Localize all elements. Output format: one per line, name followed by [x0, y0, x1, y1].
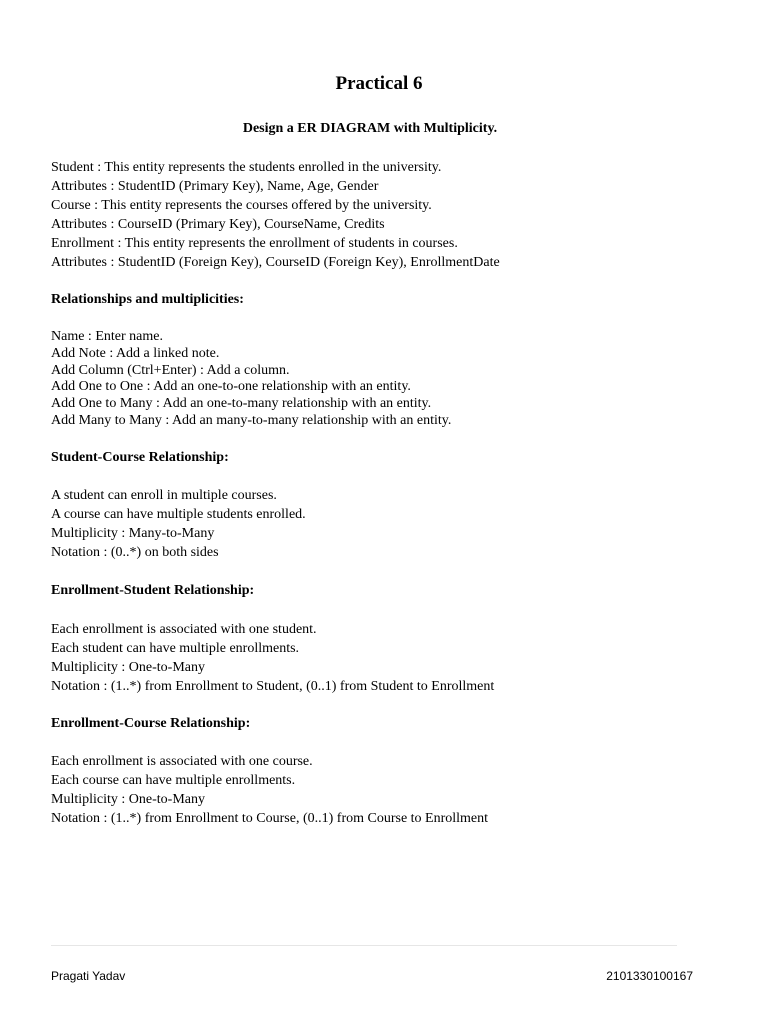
- section-line: A course can have multiple students enrolled.: [51, 507, 306, 522]
- section-heading-student-course: Student-Course Relationship:: [51, 450, 229, 465]
- footer-id-number: 2101330100167: [606, 969, 693, 983]
- section-line: Notation : (0..*) on both sides: [51, 545, 219, 560]
- relationship-line: Add Note : Add a linked note.: [51, 345, 220, 361]
- relationship-line: Add One to One : Add an one-to-one relationship with an entity.: [51, 379, 411, 395]
- relationships-heading: Relationships and multiplicities:: [51, 292, 244, 307]
- entity-line: Attributes : CourseID (Primary Key), CourseName, Credits: [51, 217, 385, 232]
- entity-line: Course : This entity represents the courses offered by the university.: [51, 198, 432, 213]
- entities-block: [51, 158, 731, 272]
- footer-author: Pragati Yadav: [51, 969, 126, 983]
- section-line: Each enrollment is associated with one course.: [51, 754, 313, 769]
- section-body-enrollment-course: [51, 752, 731, 828]
- section-line: A student can enroll in multiple courses.: [51, 488, 277, 503]
- relationship-line: Add One to Many : Add an one-to-many relationship with an entity.: [51, 396, 432, 412]
- relationship-line: Add Column (Ctrl+Enter) : Add a column.: [51, 362, 290, 378]
- section-body-enrollment-student: [51, 620, 731, 696]
- relationship-line: Name : Enter name.: [51, 329, 163, 344]
- relationships-block: [51, 329, 731, 430]
- relationship-line: Add Many to Many : Add an many-to-many relationship with an entity.: [51, 412, 452, 428]
- section-line: Notation : (1..*) from Enrollment to Student, (0..1) from Student to Enrollment: [51, 679, 495, 694]
- footer-divider: [51, 945, 677, 946]
- section-line: Multiplicity : One-to-Many: [51, 660, 205, 675]
- section-heading-enrollment-student: Enrollment-Student Relationship:: [51, 583, 255, 598]
- entity-line: Student : This entity represents the students enrolled in the university.: [51, 160, 442, 175]
- section-line: Notation : (1..*) from Enrollment to Course, (0..1) from Course to Enrollment: [51, 811, 489, 826]
- section-heading-enrollment-course: Enrollment-Course Relationship:: [51, 716, 251, 731]
- page-title: Practical 6: [335, 73, 423, 94]
- entity-line: Attributes : StudentID (Primary Key), Name, Age, Gender: [51, 179, 379, 194]
- section-line: Each course can have multiple enrollments.: [51, 773, 296, 788]
- section-line: Each enrollment is associated with one student.: [51, 622, 317, 637]
- section-body-student-course: [51, 486, 731, 562]
- section-line: Each student can have multiple enrollments.: [51, 641, 300, 656]
- page-subtitle: Design a ER DIAGRAM with Multiplicity.: [242, 121, 498, 136]
- section-line: Multiplicity : Many-to-Many: [51, 526, 215, 541]
- section-line: Multiplicity : One-to-Many: [51, 792, 205, 807]
- entity-line: Attributes : StudentID (Foreign Key), CourseID (Foreign Key), EnrollmentDate: [51, 255, 500, 270]
- entity-line: Enrollment : This entity represents the enrollment of students in courses.: [51, 236, 458, 251]
